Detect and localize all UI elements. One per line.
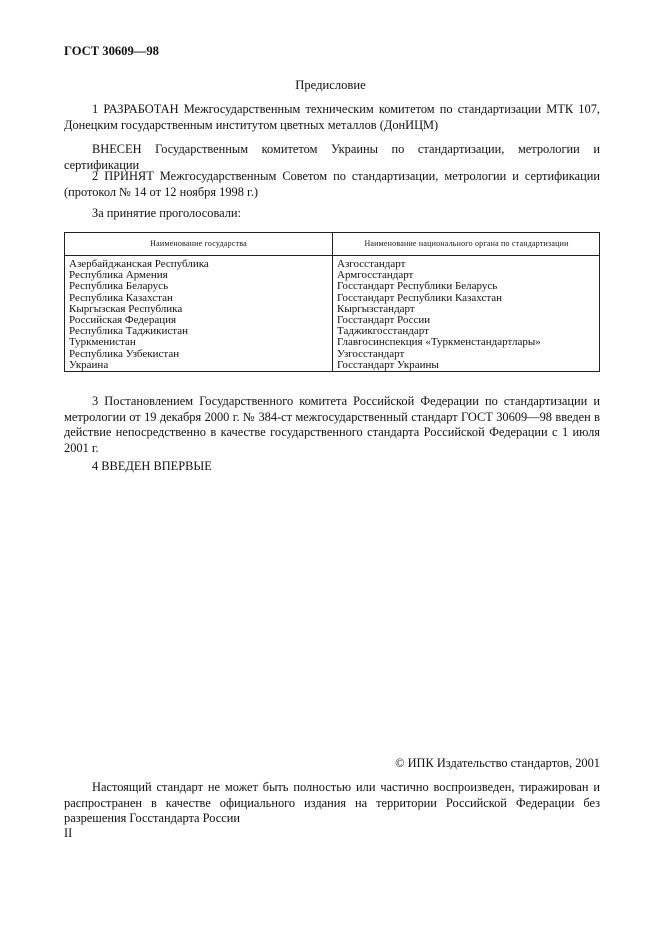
paragraph-voted: За принятие проголосовали:	[92, 206, 241, 220]
paragraph-enacted: 3 Постановлением Государственного комитета Российской Федерации по стандартизации и метрологии от 19 декабря 2000 г. № 384-ст межгосударственный стандарт ГОСТ 30609—98 введен в действие непосредственно в качестве государственного стандарта Российской Федерации с 1 июля 2001 г.	[64, 394, 600, 455]
table-cell-body: Таджикгосстандарт	[337, 325, 429, 338]
table-header-rule	[65, 255, 599, 256]
table-cell-body: Госстандарт Украины	[337, 358, 439, 371]
table-divider	[332, 233, 333, 371]
document-header: ГОСТ 30609—98	[64, 44, 159, 58]
table-column-states	[69, 259, 209, 371]
table-cell-state: Республика Армения	[69, 269, 168, 282]
table-cell-body: Армгосстандарт	[337, 269, 414, 282]
copyright-line: © ИПК Издательство стандартов, 2001	[395, 756, 600, 770]
table-header-state: Наименование государства	[150, 239, 247, 248]
table-cell-state: Туркменистан	[69, 336, 136, 349]
reproduction-notice: Настоящий стандарт не может быть полностью или частично воспроизведен, тиражирован и распространен в качестве официального издания на территории Российской Федерации без разрешения Госстандарта России	[64, 780, 600, 825]
table-cell-state: Республика Казахстан	[69, 291, 173, 304]
table-header-body: Наименование национального органа по стандартизации	[364, 239, 569, 248]
page-number: II	[64, 826, 73, 840]
paragraph-first-introduced: 4 ВВЕДЕН ВПЕРВЫЕ	[92, 459, 212, 473]
table-cell-state: Российская Федерация	[69, 314, 177, 327]
table-cell-state: Азербайджанская Республика	[69, 258, 209, 270]
table-cell-state: Украина	[69, 358, 109, 371]
table-cell-body: Госстандарт Республики Казахстан	[337, 291, 503, 304]
table-cell-body: Госстандарт Республики Беларусь	[337, 280, 498, 293]
table-cell-state: Республика Таджикистан	[69, 325, 188, 338]
paragraph-introduced: ВНЕСЕН Государственным комитетом Украины по стандартизации, метрологии и сертификации	[64, 142, 600, 172]
paragraph-developed: 1 РАЗРАБОТАН Межгосударственным техническим комитетом по стандартизации МТК 107, Донецким государственным институтом цветных металлов (ДонИЦМ)	[64, 102, 600, 132]
table-cell-body: Узгосстандарт	[337, 347, 405, 360]
table-cell-body: Главгосинспекция «Туркменстандартлары»	[337, 336, 541, 349]
table-cell-body: Госстандарт России	[337, 314, 431, 327]
table-cell-state: Республика Беларусь	[69, 280, 169, 293]
table-column-bodies	[337, 259, 541, 371]
section-title: Предисловие	[295, 78, 366, 92]
voting-table	[64, 232, 600, 372]
table-cell-body: Кыргызстандарт	[337, 302, 415, 315]
paragraph-adopted: 2 ПРИНЯТ Межгосударственным Советом по стандартизации, метрологии и сертификации (протокол № 14 от 12 ноября 1998 г.)	[64, 169, 600, 199]
table-cell-state: Республика Узбекистан	[69, 347, 180, 360]
table-cell-body: Азгосстандарт	[337, 258, 406, 270]
table-cell-state: Кыргызская Республика	[69, 302, 183, 315]
